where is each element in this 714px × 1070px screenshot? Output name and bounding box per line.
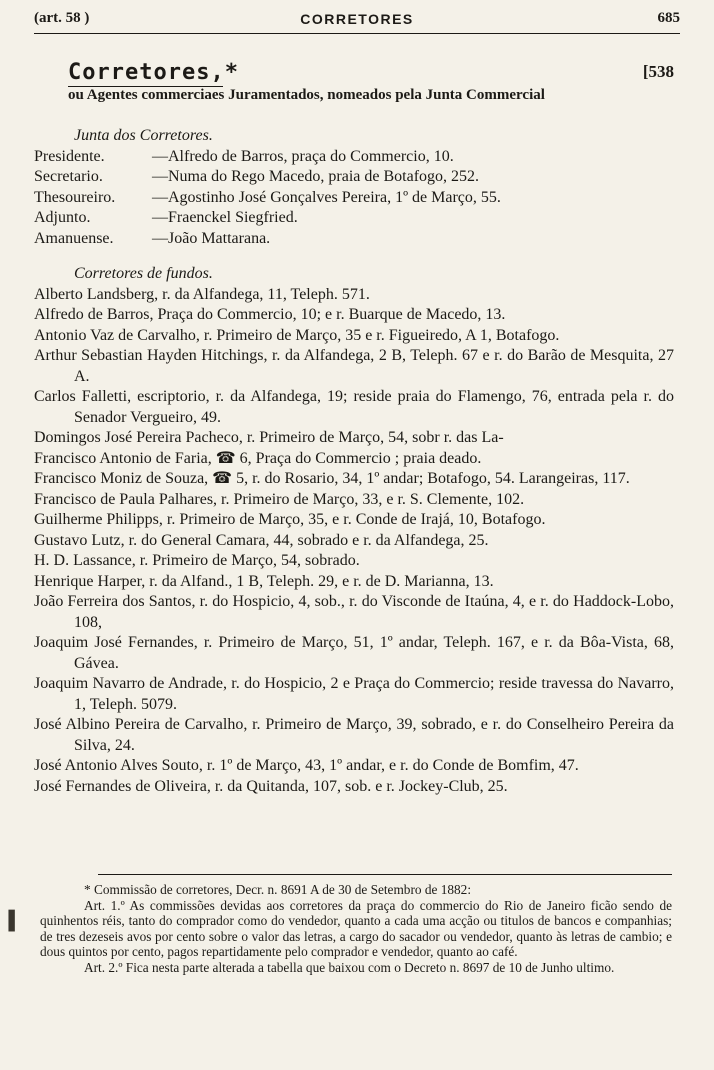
fund-brokers-section	[34, 264, 674, 797]
running-head	[34, 10, 680, 32]
section-title: Corretores,	[68, 60, 225, 85]
board-section	[34, 126, 674, 249]
broker-entry: Gustavo Lutz, r. do General Camara, 44, sobrado e r. da Alfandega, 25.	[34, 531, 489, 549]
broker-entry: José Antonio Alves Souto, r. 1º de Março, 43, 1º andar, e r. do Conde de Bomfim, 47.	[34, 757, 579, 774]
broker-entry: Antonio Vaz de Carvalho, r. Primeiro de Março, 35 e r. Figueiredo, A 1, Botafogo.	[34, 326, 560, 344]
member-name: —Fraenckel Siegfried.	[152, 209, 298, 226]
broker-entry: H. D. Lassance, r. Primeiro de Março, 54, sobrado.	[34, 552, 360, 569]
broker-entry: Francisco de Paula Palhares, r. Primeiro de Março, 33, e r. S. Clemente, 102.	[34, 490, 525, 508]
broker-entry: Joaquim José Fernandes, r. Primeiro de Março, 51, 1º andar, Teleph. 167, e r. da Bôa-Vista, 68, Gávea.	[34, 634, 674, 672]
member-role: Amanuense.	[34, 229, 114, 247]
page-number: 685	[657, 10, 680, 26]
footnote-intro: * Commissão de corretores, Decr. n. 8691 A de 30 de Setembro de 1882:	[84, 882, 472, 897]
member-role: Presidente.	[34, 147, 105, 165]
board-member-row	[34, 147, 674, 168]
member-role: Adjunto.	[34, 209, 91, 226]
broker-entry: Joaquim Navarro de Andrade, r. do Hospicio, 2 e Praça do Commercio; reside travessa do Navarro, 1, Teleph. 5079.	[34, 675, 674, 713]
footnote	[40, 882, 672, 976]
running-title: CORRETORES	[300, 11, 414, 27]
header-rule	[34, 33, 680, 34]
broker-entry: Arthur Sebastian Hayden Hitchings, r. da Alfandega, 2 B, Teleph. 67 e r. do Barão de Mesquita, 27 A.	[34, 347, 674, 385]
broker-entry: Alberto Landsberg, r. da Alfandega, 11, Teleph. 571.	[34, 285, 370, 303]
board-member-row	[34, 167, 674, 188]
article-ref: (art. 58 )	[34, 10, 90, 26]
footnote-marker: *	[224, 60, 239, 85]
section-heading	[68, 60, 674, 88]
footnote-rule	[98, 874, 672, 875]
section-number: [538	[642, 62, 674, 81]
board-member-row	[34, 188, 674, 209]
broker-entry: José Fernandes de Oliveira, r. da Quitanda, 107, sob. e r. Jockey-Club, 25.	[34, 777, 508, 795]
broker-entry: Guilherme Philipps, r. Primeiro de Março, 35, e r. Conde de Irajá, 10, Botafogo.	[34, 511, 546, 528]
broker-entry: Francisco Moniz de Souza, ☎ 5, r. do Rosario, 34, 1º andar; Botafogo, 54. Larangeiras, 117.	[34, 470, 630, 487]
member-name: —Numa do Rego Macedo, praia de Botafogo, 252.	[152, 168, 480, 185]
fund-brokers-heading: Corretores de fundos.	[74, 265, 213, 282]
broker-entry: Domingos José Pereira Pacheco, r. Primeiro de Março, 54, sobr r. das La-	[34, 429, 504, 446]
margin-smudge-icon: ▐	[2, 910, 15, 930]
broker-entry: José Albino Pereira de Carvalho, r. Primeiro de Março, 39, sobrado, e r. do Conselheiro Pereira da Silva, 24.	[34, 716, 674, 754]
member-name: —Alfredo de Barros, praça do Commercio, 10.	[152, 147, 454, 165]
board-member-row	[34, 229, 674, 250]
section-subtitle: ou Agentes commerciaes Juramentados, nomeados pela Junta Commercial	[68, 87, 545, 103]
member-name: —Agostinho José Gonçalves Pereira, 1º de Março, 55.	[152, 188, 501, 206]
footnote-article: Art. 2.º Fica nesta parte alterada a tabella que baixou com o Decreto n. 8697 de 10 de Junho ultimo.	[84, 959, 615, 975]
broker-entry: Carlos Falletti, escriptorio, r. da Alfandega, 19; reside praia do Flamengo, 76, entrada pela r. do Senador Vergueiro, 49.	[34, 388, 674, 426]
broker-entry: Alfredo de Barros, Praça do Commercio, 10; e r. Buarque de Macedo, 13.	[34, 306, 506, 323]
member-name: —João Mattarana.	[152, 229, 271, 247]
footnote-article: Art. 1.º As commissões devidas aos corretores da praça do commercio do Rio de Janeiro ficão sendo de quinhentos réis, tanto do comprador como do vendedor, quanto a cada uma acção ou titulos de bancos e companhias; de tres dezeseis avos por cento sobre o valor das letras, a cargo do sacador ou vendedor, quanto às letras de cambio; e dous quintos por cento, pagos repartidamente pelo comprador e vendedor, quanto ao café.	[40, 897, 672, 960]
broker-entry: João Ferreira dos Santos, r. do Hospicio, 4, sob., r. do Visconde de Itaúna, 4, e r. do Haddock-Lobo, 108,	[34, 593, 674, 631]
board-member-row	[34, 208, 674, 229]
member-role: Secretario.	[34, 168, 103, 185]
broker-entry: Francisco Antonio de Faria, ☎ 6, Praça do Commercio ; praia deado.	[34, 449, 482, 467]
broker-entry: Henrique Harper, r. da Alfand., 1 B, Teleph. 29, e r. de D. Marianna, 13.	[34, 572, 494, 590]
board-heading: Junta dos Corretores.	[74, 127, 213, 144]
member-role: Thesoureiro.	[34, 188, 116, 206]
